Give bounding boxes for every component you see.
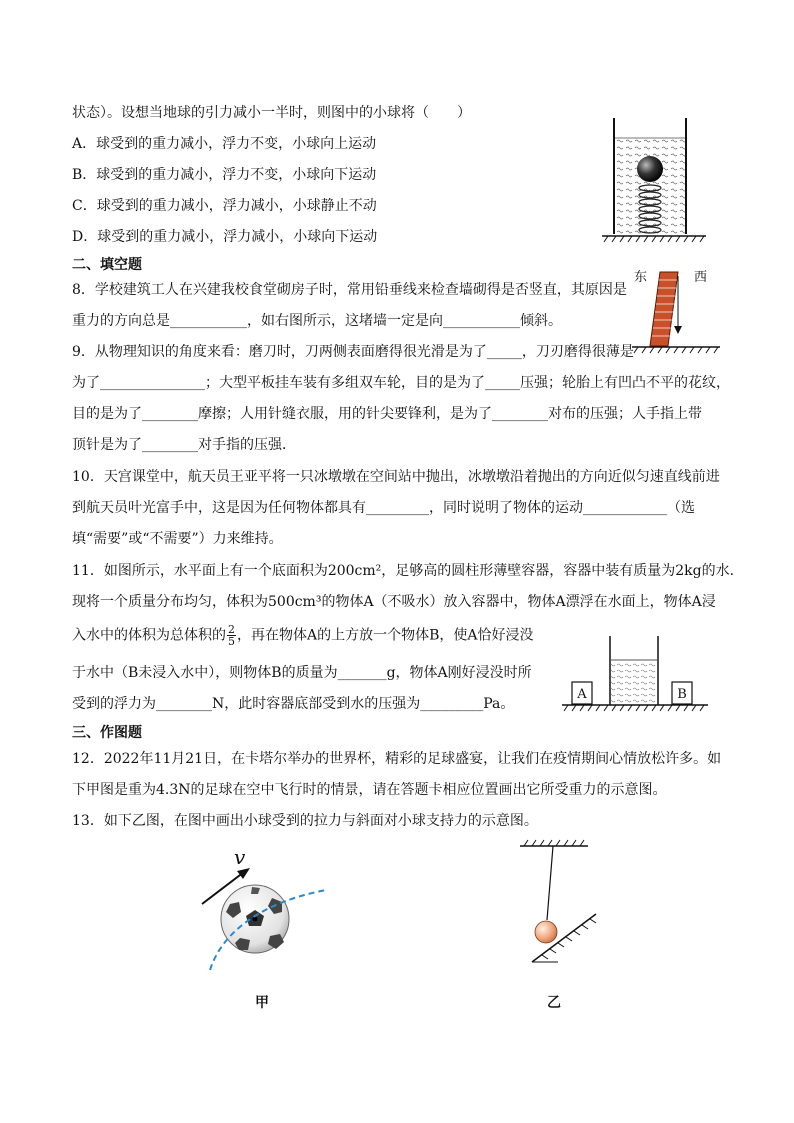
q12-line-2: 下甲图是重为4.3N的足球在空中飞行时的情景，请在答题卡相应位置画出它所受重力的示意图。 — [72, 782, 667, 798]
q11-line-1: 11．如图所示，水平面上有一个底面积为200cm²，足够高的圆柱形薄壁容器，容器中装有质量为2kg的水. — [72, 563, 735, 579]
q11-line-3-pre: 入水中的体积为总体积的 — [72, 627, 226, 644]
leaning-wall-figure — [628, 266, 724, 356]
container-blocks-figure — [560, 632, 710, 714]
q13-line-1: 13．如下乙图，在图中画出小球受到的拉力与斜面对小球支持力的示意图。 — [72, 813, 538, 829]
section-2-title: 二、填空题 — [72, 257, 142, 273]
q11-line-5: 受到的浮力为________N，此时容器底部受到水的压强为_________Pa。 — [72, 696, 515, 712]
fraction-denominator: 5 — [228, 635, 235, 648]
fraction-numerator: 2 — [228, 623, 235, 636]
q8-line-1: 8．学校建筑工人在兴建我校食堂砌房子时，常用铅垂线来检查墙砌得是否竖直，其原因是 — [72, 282, 627, 298]
q9-line-2: 为了_______________；大型平板挂车装有多组双车轮，目的是为了_____压强；轮胎上有凹凸不平的花纹， — [72, 375, 730, 391]
pendulum-incline-figure — [514, 838, 610, 968]
q7-option-c: C．球受到的重力减小，浮力减小，小球静止不动 — [72, 198, 377, 214]
spring-ball-figure — [598, 116, 708, 248]
q10-line-1: 10．天宫课堂中，航天员王亚平将一只冰墩墩在空间站中抛出，冰墩墩沿着抛出的方向近似匀速直线前进 — [72, 469, 720, 485]
q7-option-a: A．球受到的重力减小，浮力不变，小球向上运动 — [72, 136, 377, 152]
q11-line-4: 于水中（B未浸入水中），则物体B的质量为_______g，物体A刚好浸没时所 — [72, 665, 532, 681]
q9-line-1: 9．从物理知识的角度来看：磨刀时，刀两侧表面磨得很光滑是为了_____，刀刃磨得很薄是 — [72, 344, 634, 360]
soccer-ball-figure — [196, 842, 336, 977]
caption-jia: 甲 — [255, 995, 269, 1011]
q11-line-3-post: ，再在物体A的上方放一个物体B，使A恰好浸没 — [237, 627, 534, 644]
east-label: 东 — [634, 270, 648, 285]
velocity-label: v — [234, 845, 246, 869]
q7-stem: 状态）。设想当地球的引力减小一半时，则图中的小球将（ ） — [72, 105, 471, 121]
q9-line-3: 目的是为了________摩擦；人用针缝衣服，用的针尖要锋利，是为了________对布的压强；人手指上带 — [72, 406, 702, 422]
section-3-title: 三、作图题 — [72, 725, 142, 741]
q7-option-d: D．球受到的重力减小，浮力减小，小球向下运动 — [72, 229, 378, 245]
block-a-label: A — [577, 687, 587, 702]
q9-line-4: 顶针是为了________对手指的压强． — [72, 437, 296, 453]
q12-line-1: 12．2022年11月21日，在卡塔尔举办的世界杯，精彩的足球盛宴，让我们在疫情期间心情放松许多。如 — [72, 751, 722, 767]
q10-line-3: 填“需要”或“不需要”）力来维持。 — [72, 531, 283, 547]
block-b-label: B — [677, 687, 687, 702]
west-label: 西 — [694, 270, 708, 285]
q11-line-3 — [72, 624, 534, 647]
fraction-two-fifths — [227, 624, 236, 647]
q8-line-2: 重力的方向总是___________，如右图所示，这堵墙一定是向___________倾斜。 — [72, 313, 562, 329]
q10-line-2: 到航天员叶光富手中，这是因为任何物体都具有_________，同时说明了物体的运动____________（选 — [72, 500, 695, 516]
q7-option-b: B．球受到的重力减小，浮力不变，小球向下运动 — [72, 167, 377, 183]
q11-line-2: 现将一个质量分布均匀，体积为500cm³的物体A（不吸水）放入容器中，物体A漂浮在水面上，物体A浸 — [72, 594, 716, 610]
caption-yi: 乙 — [547, 995, 561, 1011]
